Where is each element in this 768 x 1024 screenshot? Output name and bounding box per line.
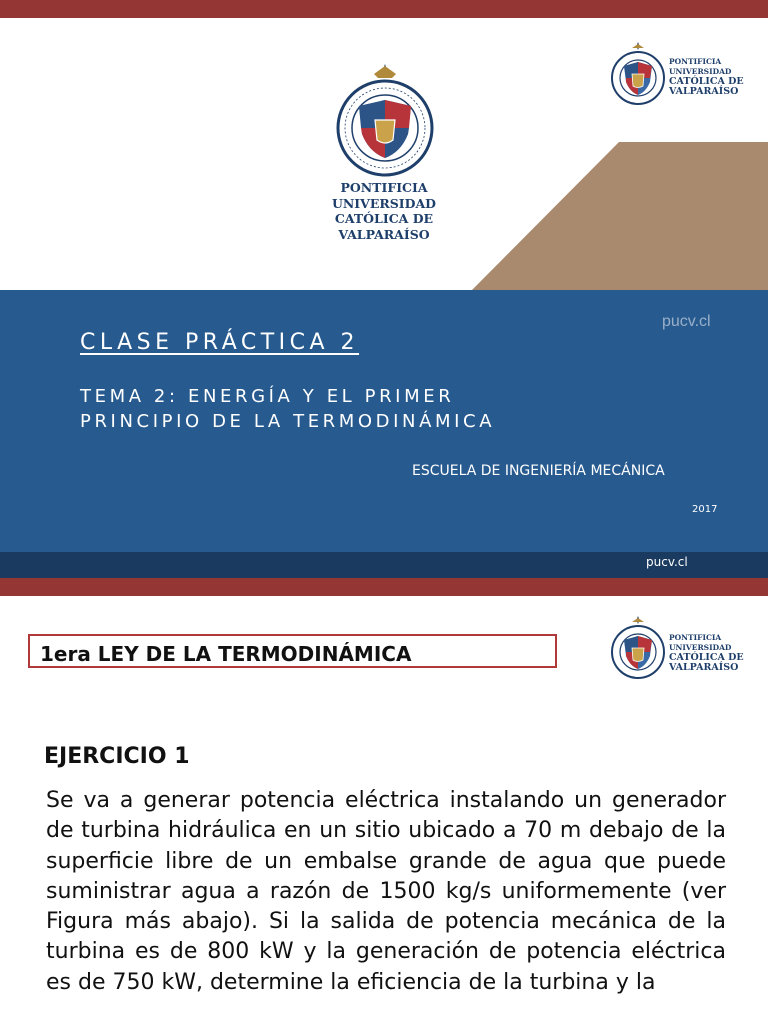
university-name-line-4: VALPARAÍSO	[338, 226, 430, 242]
university-name	[320, 180, 448, 242]
top-maroon-bar	[0, 0, 768, 18]
subtitle-line-2: PRINCIPIO DE LA TERMODINÁMICA	[80, 411, 496, 432]
logo-word-1: PONTIFICIA	[669, 633, 722, 642]
slide-heading: 1era LEY DE LA TERMODINÁMICA	[40, 642, 412, 666]
subtitle-line-1: TEMA 2: ENERGÍA Y EL PRIMER	[80, 386, 455, 407]
logo-word-1: PONTIFICIA	[669, 57, 722, 66]
pucv-logo-small	[610, 40, 746, 114]
site-label-top: pucv.cl	[662, 313, 711, 330]
school-name: ESCUELA DE INGENIERÍA MECÁNICA	[412, 463, 665, 479]
logo-word-3: CATÓLICA DE	[669, 76, 744, 87]
exercise-text: Se va a generar potencia eléctrica instalando un generador de turbina hidráulica en un sitio ubicado a 70 m debajo de la superficie libre de un embalse grande de agua que puede suministrar agua a razón de 1500 kg/s uniformemente (ver Figura más abajo). Si la salida de potencia mecánica de la turbina es de 800 kW y la generación de potencia eléctrica es de 750 kW, determine la eficiencia de la turbina y la	[46, 788, 726, 995]
logo-word-3: CATÓLICA DE	[669, 652, 744, 663]
slide-subtitle	[80, 384, 495, 434]
logo-word-4: VALPARAÍSO	[669, 86, 739, 97]
pucv-seal-icon	[610, 614, 666, 680]
pucv-seal-icon	[610, 40, 666, 106]
logo-word-2: UNIVERSIDAD	[669, 67, 732, 76]
logo-word-2: UNIVERSIDAD	[669, 643, 732, 652]
university-name-line-1: PONTIFICIA	[340, 180, 428, 195]
year-label: 2017	[692, 504, 718, 515]
site-label-bottom: pucv.cl	[646, 555, 688, 569]
university-name-line-3: CATÓLICA DE	[334, 211, 434, 226]
slide-separator-bar	[0, 578, 768, 596]
tan-corner-shape	[470, 142, 768, 292]
logo-word-4: VALPARAÍSO	[669, 662, 739, 673]
pucv-logo-small-2	[610, 614, 746, 688]
heading-box	[28, 634, 557, 668]
university-name-line-2: UNIVERSIDAD	[331, 195, 437, 211]
slide-title: CLASE PRÁCTICA 2	[80, 330, 360, 355]
exercise-title: EJERCICIO 1	[44, 744, 190, 769]
pucv-seal-icon	[336, 62, 434, 180]
